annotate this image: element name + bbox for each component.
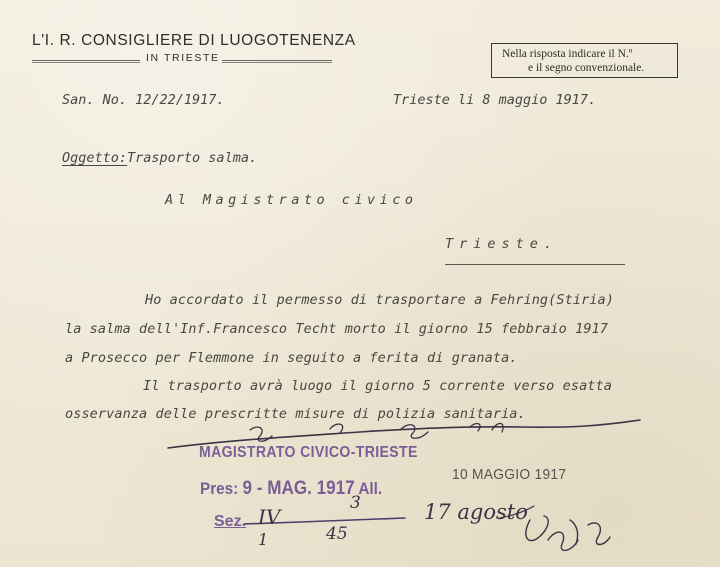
subject-text: Trasporto salma. bbox=[127, 150, 258, 166]
letterhead-title: L'I. R. CONSIGLIERE DI LUOGOTENENZA bbox=[32, 32, 356, 49]
letterhead-subtitle: IN TRIESTE bbox=[146, 52, 220, 64]
place-and-date: Trieste li 8 maggio 1917. bbox=[393, 92, 597, 108]
reply-instruction-line-2: e il segno convenzionale. bbox=[528, 62, 645, 74]
reference-number: San. No. 12/22/1917. bbox=[62, 92, 225, 108]
handwritten-section-numeral: IV bbox=[258, 505, 281, 529]
body-line-3: a Prosecco per Flemmone in seguito a ferita di granata. bbox=[65, 350, 518, 366]
section-stamp-label: Sez. bbox=[214, 513, 247, 530]
subject-label: Oggetto: bbox=[62, 150, 128, 166]
addressee-city: Trieste. bbox=[445, 236, 559, 252]
pres-suffix: All. bbox=[358, 479, 383, 498]
body-line-4: Il trasporto avrà luogo il giorno 5 corrente verso esatta bbox=[143, 378, 612, 394]
office-stamp: MAGISTRATO CIVICO-TRIESTE bbox=[199, 444, 418, 461]
received-date-stamp: 10 MAGGIO 1917 bbox=[452, 466, 567, 483]
signature-stroke-loops bbox=[250, 423, 503, 441]
body-line-1: Ho accordato il permesso di trasportare a Fehring(Stiria) bbox=[145, 292, 614, 308]
body-line-5: osservanza delle prescritte misure di polizia sanitaria. bbox=[65, 406, 526, 422]
pres-date: 9 - MAG. 1917 bbox=[242, 478, 355, 499]
handwritten-number-bottom: 45 bbox=[326, 524, 348, 544]
body-line-2: la salma dell'Inf.Francesco Techt morto il giorno 15 febbraio 1917 bbox=[65, 321, 609, 337]
addressee-recipient: Al Magistrato civico bbox=[165, 192, 418, 208]
handwritten-date-note: 17 agosto bbox=[424, 500, 528, 524]
pres-label: Pres: bbox=[200, 479, 239, 498]
reply-instruction-line-1: Nella risposta indicare il N.º bbox=[502, 48, 633, 60]
handwritten-number-top: 3 bbox=[350, 493, 361, 513]
handwritten-section-denominator: 1 bbox=[258, 530, 269, 549]
initials-stroke bbox=[526, 516, 610, 550]
